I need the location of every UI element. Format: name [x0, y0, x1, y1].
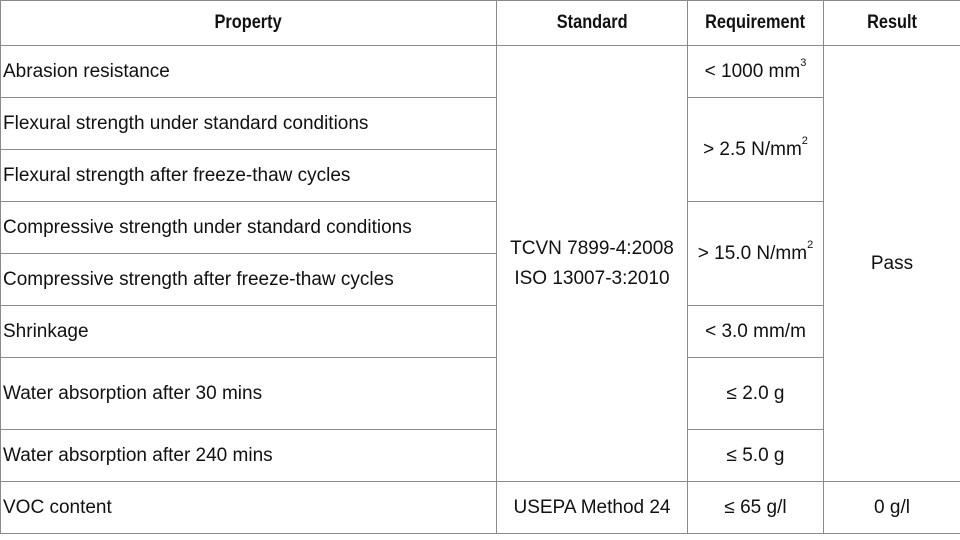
table-row: [1, 482, 960, 534]
standard-line-1: TCVN 7899-4:2008: [510, 237, 674, 259]
standard-line-2: ISO 13007-3:2010: [514, 267, 670, 289]
property-cell: Compressive strength under standard conditions: [1, 202, 497, 254]
header-standard: [497, 1, 688, 46]
result-cell: 0 g/l: [824, 482, 960, 534]
requirement-cell: ≤ 2.0 g: [688, 358, 824, 430]
header-standard-label: Standard: [556, 12, 628, 33]
header-property: [1, 1, 497, 46]
requirement-superscript: 2: [807, 238, 814, 251]
standard-cell: [497, 46, 688, 482]
property-cell: Shrinkage: [1, 306, 497, 358]
requirement-value: < 1000 mm: [704, 60, 801, 82]
property-cell: Water absorption after 240 mins: [1, 430, 497, 482]
property-cell: Compressive strength after freeze-thaw cycles: [1, 254, 497, 306]
header-result-label: Result: [867, 12, 917, 33]
property-cell: VOC content: [1, 482, 497, 534]
requirement-cell: [688, 202, 824, 306]
table-row: [1, 306, 960, 358]
requirement-cell: ≤ 5.0 g: [688, 430, 824, 482]
header-result: [824, 1, 960, 46]
property-cell: Flexural strength after freeze-thaw cycles: [1, 150, 497, 202]
header-row: [1, 1, 960, 46]
result-cell: Pass: [824, 46, 960, 482]
requirement-value: > 15.0 N/mm: [697, 242, 808, 264]
standard-cell: USEPA Method 24: [497, 482, 688, 534]
header-property-label: Property: [214, 12, 283, 33]
header-requirement: [688, 1, 824, 46]
requirement-cell: [688, 46, 824, 98]
table-row: [1, 202, 960, 254]
requirement-cell: [688, 98, 824, 202]
table-row: [1, 358, 960, 430]
header-requirement-label: Requirement: [705, 12, 806, 33]
property-cell: Water absorption after 30 mins: [1, 358, 497, 430]
table-row: [1, 46, 960, 98]
requirement-cell: ≤ 65 g/l: [688, 482, 824, 534]
property-cell: Flexural strength under standard conditions: [1, 98, 497, 150]
property-cell: Abrasion resistance: [1, 46, 497, 98]
requirement-superscript: 2: [801, 134, 808, 147]
requirement-superscript: 3: [800, 56, 807, 69]
table-row: [1, 430, 960, 482]
table-row: [1, 98, 960, 150]
requirement-value: > 2.5 N/mm: [703, 138, 802, 160]
requirement-cell: < 3.0 mm/m: [688, 306, 824, 358]
